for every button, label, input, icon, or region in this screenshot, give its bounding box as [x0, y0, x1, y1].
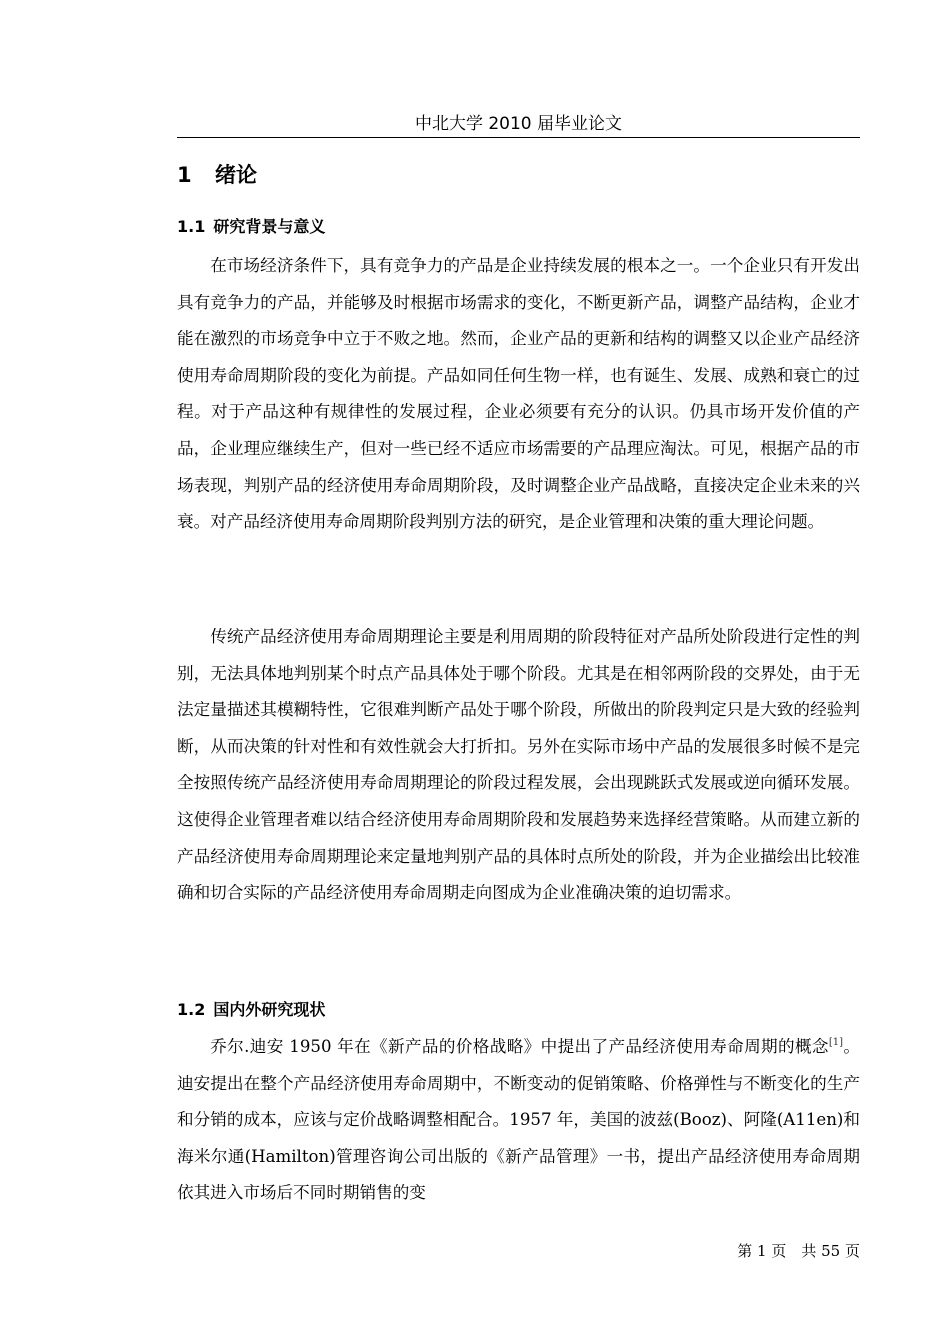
page-footer: 第 1 页 共 55 页	[737, 1242, 860, 1260]
paragraph-research-status	[177, 1029, 860, 1212]
running-header: 中北大学 2010 届毕业论文	[177, 113, 860, 138]
text-run: 乔尔.迪安 1950 年在《新产品的价格战略》中提出了产品经济使用寿命周期的概念	[210, 1037, 829, 1056]
chapter-title: 绪论	[215, 163, 257, 187]
section-title: 国内外研究现状	[213, 1000, 326, 1019]
chapter-heading	[177, 160, 257, 190]
paragraph-background-1: 在市场经济条件下，具有竞争力的产品是企业持续发展的根本之一。一个企业只有开发出具有竞争力的产品，并能够及时根据市场需求的变化，不断更新产品，调整产品结构，企业才能在激烈的市场竞争中立于不败之地。然而，企业产品的更新和结构的调整又以企业产品经济使用寿命周期阶段的变化为前提。产品如同任何生物一样，也有诞生、发展、成熟和衰亡的过程。对于产品这种有规律性的发展过程，企业必须要有充分的认识。仍具市场开发价值的产品，企业理应继续生产，但对一些已经不适应市场需要的产品理应淘汰。可见，根据产品的市场表现，判别产品的经济使用寿命周期阶段，及时调整企业产品战略，直接决定企业未来的兴衰。对产品经济使用寿命周期阶段判别方法的研究，是企业管理和决策的重大理论问题。	[177, 256, 860, 532]
chapter-number: 1	[177, 163, 192, 187]
section-number: 1.2	[177, 1000, 206, 1019]
section-title: 研究背景与意义	[213, 217, 326, 236]
text-run: 。迪安提出在整个产品经济使用寿命周期中，不断变动的促销策略、价格弹性与不断变化的生产和分销的成本，应该与定价战略调整相配合。1957 年，美国的波兹(Booz)、阿隆(A11en)和海米尔通(Hamilton)管理咨询公司出版的《新产品管理》一书，提出产品经济使用寿命周期依其进入市场后不同时期销售的变	[177, 1037, 861, 1203]
section-heading-1-1	[177, 215, 325, 239]
section-number: 1.1	[177, 217, 206, 236]
paragraph-background-2: 传统产品经济使用寿命周期理论主要是利用周期的阶段特征对产品所处阶段进行定性的判别，无法具体地判别某个时点产品具体处于哪个阶段。尤其是在相邻两阶段的交界处，由于无法定量描述其模糊特性，它很难判断产品处于哪个阶段，所做出的阶段判定只是大致的经验判断，从而决策的针对性和有效性就会大打折扣。另外在实际市场中产品的发展很多时候不是完全按照传统产品经济使用寿命周期理论的阶段过程发展，会出现跳跃式发展或逆向循环发展。这使得企业管理者难以结合经济使用寿命周期阶段和发展趋势来选择经营策略。从而建立新的产品经济使用寿命周期理论来定量地判别产品的具体时点所处的阶段，并为企业描绘出比较准确和切合实际的产品经济使用寿命周期走向图成为企业准确决策的迫切需求。	[177, 627, 860, 903]
section-heading-1-2	[177, 998, 325, 1022]
citation-ref: [1]	[828, 1037, 844, 1048]
